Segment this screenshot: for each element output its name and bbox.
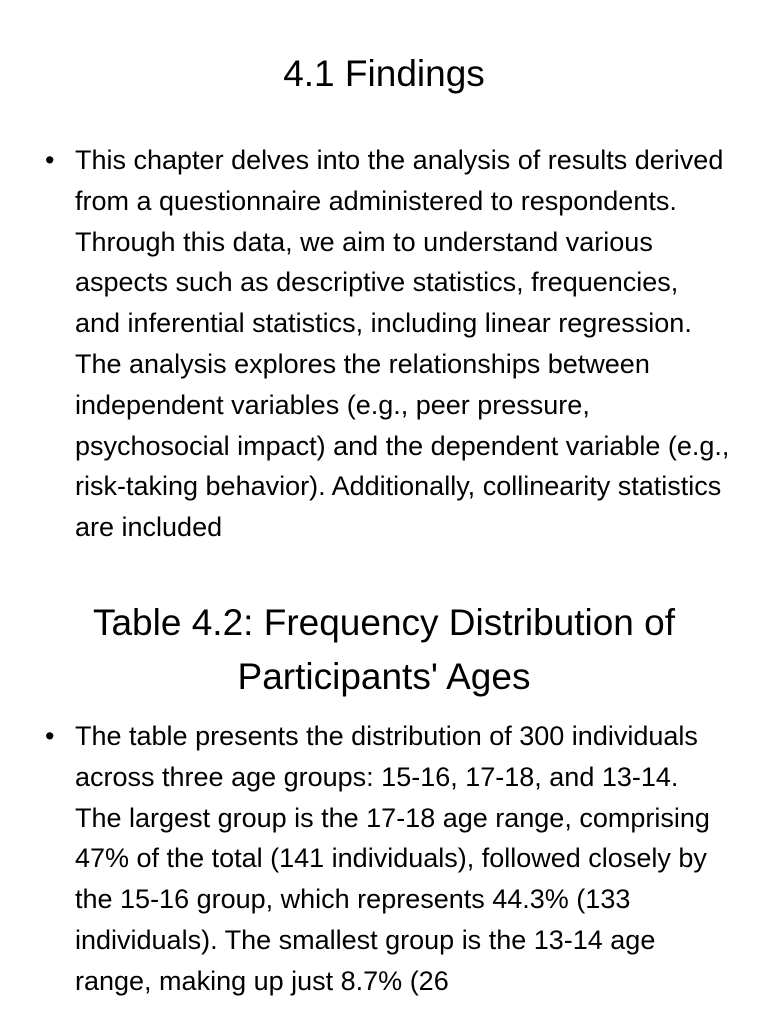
bullet-text: This chapter delves into the analysis of results derived from a questionnaire administered to respondents. Through this data, we aim to understand various aspects such as descriptive statistics, frequencies, and inferential statistics, including linear regression. The analysis explores the relationships between independent variables (e.g., peer pressure, psychosocial impact) and the dependent variable (e.g., risk-taking behavior). Additionally, collinearity statistics are included xyxy=(75,145,730,543)
bullet-list xyxy=(0,716,768,1002)
bullet-point-icon: • xyxy=(45,145,55,175)
bullet-text: The table presents the distribution of 300 individuals across three age groups: 15-16, 17-18, and 13-14. The largest group is the 17-18 age range, comprising 47% of the total (141 individuals), followed closely by the 15-16 group, which represents 44.3% (133 individuals). The smallest group is the 13-14 age range, making up just 8.7% (26 xyxy=(75,721,710,996)
bullet-item xyxy=(0,716,768,1002)
slide-age-distribution xyxy=(0,576,768,1024)
slide-title: 4.1 Findings xyxy=(283,53,485,94)
bullet-point-icon: • xyxy=(45,721,55,751)
bullet-item xyxy=(0,140,768,548)
slide-title: Table 4.2: Frequency Distribution of Participants' Ages xyxy=(92,602,676,697)
bullet-list xyxy=(0,140,768,548)
